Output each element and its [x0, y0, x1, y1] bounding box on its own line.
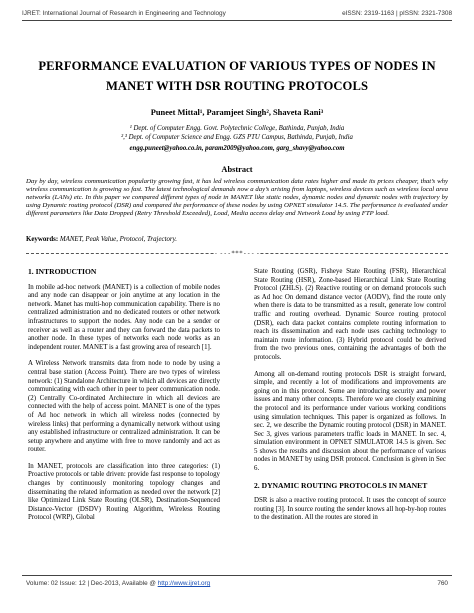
dsr-heading: 2. DYNAMIC ROUTING PROTOCOLS IN MANET: [254, 480, 428, 490]
issn-info: eISSN: 2319-1163 | pISSN: 2321-7308: [342, 10, 452, 17]
page-number: 760: [437, 580, 448, 587]
affiliation-2: ²,³ Dept. of Computer Science and Engg. GZS PTU Campus, Bathinda, Punjab, India: [121, 134, 353, 141]
keywords-text: MANET, Peak Value, Protocol, Trajectory.: [59, 236, 178, 243]
keywords: [26, 236, 448, 243]
dsr-paragraph-1: DSR is also a reactive routing protocol. It uses the concept of source routing [3]. In source routing the sender knows all hop-by-hop routes to the destination. All the routes are stored in: [254, 497, 446, 522]
keywords-label: Keywords:: [26, 236, 59, 243]
affiliation-1: ¹ Dept. of Computer Engg. Govt. Polytechnic College, Bathinda, Punjab, India: [129, 125, 345, 132]
left-column: [28, 268, 220, 531]
intro-paragraph-1: In mobile ad-hoc network (MANET) is a collection of mobile nodes and any node can disappear or join anytime at any location in the network. Manet has multi-hop communication capability. There is no centralized administration and no dedicated routers or other network infrastructures to support the nodes. Any node can be a sender or receiver as well as a router and they can forward the data packets to another node. In these types of networks each node works as an independent router. MANET is a fast growing area of research [1].: [28, 283, 220, 351]
section-separator: [26, 250, 448, 258]
paper-title: [30, 56, 444, 96]
abstract-heading: Abstract: [221, 165, 253, 174]
right-paragraph-1: State Routing (GSR), Fisheye State Routing (FSR), Hierarchical State Routing (HSR), Zone-based Hierarchical Link State Routing Protocol (ZHLS). (2) Reactive routing or on demand protocols such as Ad hoc On demand distance vector (AODV), find the route only when there is data to be transmitted as a result, generate low control traffic and routing overhead. Dynamic Source routing protocol (DSR), each data packet contains complete routing information to reach its dissemination and each node uses caching technology to maintain route information. (3) Hybrid protocol could be derived from the two previous ones, containing the advantages of both the protocols.: [254, 268, 446, 361]
intro-paragraph-2: A Wireless Network transmits data from node to node by using a central base station (Access Point). There are two types of wireless network: (1) Standalone Architecture in which all devices are directly communicating with each other in peer to peer communication node. (2) Centrally Co-ordinated Architecture in which all devices are connected with the help of access point. MANET is one of the types of Ad hoc network in which all wireless nodes (connected by wireless links) that performing a dynamically network without using any established infrastructure or centralized administration. It can be setup anywhere and anytime with free to move randomly and act as router.: [28, 360, 220, 454]
footer-rule: [22, 575, 452, 576]
footer-volume-text: Volume: 02 Issue: 12 | Dec-2013, Available @: [26, 580, 156, 587]
right-paragraph-2: Among all on-demand routing protocols DSR is straight forward, simple, and recently a lot of modifications and improvements are going on in this protocol. Some are introducing security and power issues and many other concepts. Therefore we are closely examining the protocol and its performance under various working conditions using simulation techniques. This paper is organized as follows. In sec. 2, we describe the Dynamic routing protocol (DSR) in MANET. Sec 3, gives various parameters traffic loads in MANET. In sec. 4, simulation environment in OPNET SIMULATOR 14.5 is given. Sec 5 shows the results and discussion about the performance of various nodes in MANET by using DSR protocol. Conclusion is given in Sec 6.: [254, 370, 446, 473]
running-header: [22, 10, 452, 17]
authors: Puneet Mittal¹, Paramjeet Singh², Shaveta Rani³: [150, 108, 324, 117]
title-line-2: MANET WITH DSR ROUTING PROTOCOLS: [105, 79, 369, 93]
journal-name: IJRET: International Journal of Research in Engineering and Technology: [22, 10, 226, 17]
title-line-1: PERFORMANCE EVALUATION OF VARIOUS TYPES OF NODES IN: [38, 59, 436, 73]
right-column: [254, 268, 446, 531]
journal-link[interactable]: http://www.ijret.org: [157, 580, 211, 587]
footer-volume: [26, 580, 210, 587]
author-emails: engg.puneet@yahoo.co.in, param2009@yahoo.com, garg_shavy@yahoo.com: [129, 145, 345, 152]
abstract-text: Day by day, wireless communication popularity growing fast, it has led wireless communication data rates higher and made its prices cheaper, that’s why wireless communication is growing so fast. The latest technological demands now a day’s arising from laptops, wireless devices such as wireless local area networks (LANs) etc. In this paper we compared different types of node in MANET like static nodes, dynamic nodes and dynamic nodes with trajectory by using Dynamic routing protocol (DSR) and compared the performance of these nodes by using OPNET simulator 14.5. The performance is evaluated under different parameters like Data Dropped (Retry Threshold Exceeded), Load, Media access delay and Network Load by using FTP load.: [26, 178, 448, 218]
intro-heading: 1. INTRODUCTION: [28, 267, 97, 276]
intro-paragraph-3: In MANET, protocols are classification into three categories: (1) Proactive protocols or table driven: provide fast response to topology changes by continuously monitoring topology changes and disseminating the related information as needed over the network [2] like Optimized Link State Routing (OLSR), Destination-Sequenced Distance-Vector (DSDV) Routing Algorithm, Wireless Routing Protocol (WRP), Global: [28, 462, 220, 522]
header-rule: [22, 20, 452, 21]
separator-mark: ---***---: [216, 249, 257, 257]
page-footer: [26, 580, 448, 587]
affiliations: [0, 124, 474, 142]
